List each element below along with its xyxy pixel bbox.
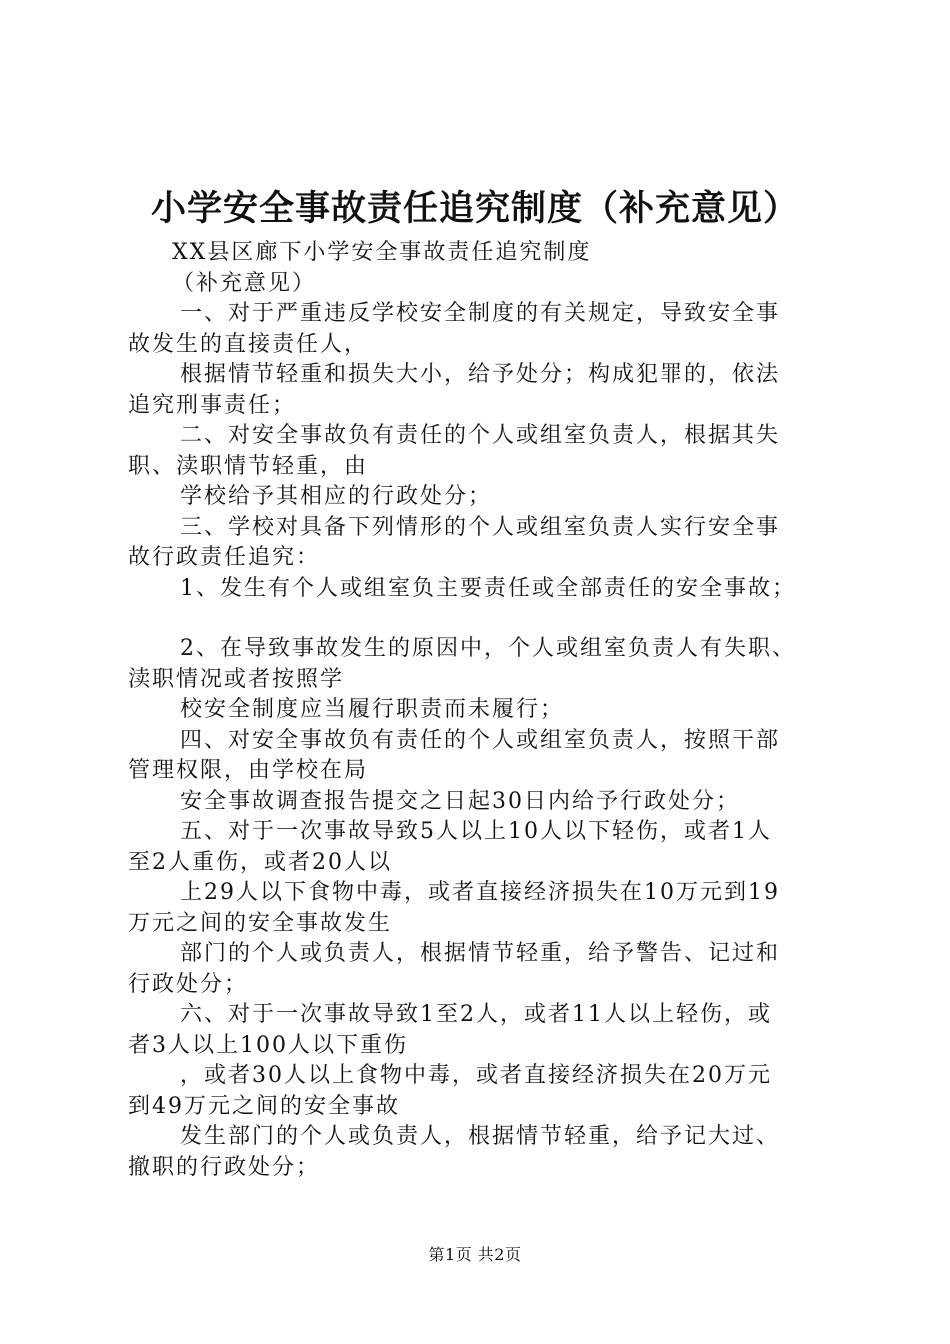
text-line: 职、渎职情节轻重，由 [128,453,369,479]
text-line: XX县区廊下小学安全事故责任追究制度 [172,240,592,265]
text-line: 三、学校对具备下列情形的个人或组室负责人实行安全事 [180,514,781,540]
text-line: 学校给予其相应的行政处分； [180,484,493,509]
document-body [128,238,832,1183]
page-number: 第1页 共2页 [428,1245,522,1264]
text-line: 追究刑事责任； [128,392,297,418]
text-line: 者3人以上100人以下重伤 [128,1032,408,1058]
text-line: 行政处分； [128,971,249,997]
text-line: ，或者30人以上食物中毒，或者直接经济损失在20万元 [180,1063,772,1088]
text-line: 二、对安全事故负有责任的个人或组室负责人，根据其失 [180,423,781,448]
text-line: 万元之间的安全事故发生 [128,910,393,936]
text-line: 校安全制度应当履行职责而未履行； [180,697,565,722]
text-line: 五、对于一次事故导致5人以上10人以下轻伤，或者1人 [180,819,772,844]
text-line: 发生部门的个人或负责人，根据情节轻重，给予记大过、 [180,1124,781,1149]
text-line: 到49万元之间的安全事故 [128,1093,400,1119]
text-line: 六、对于一次事故导致1至2人，或者11人以上轻伤，或 [180,1002,772,1027]
text-line: 上29人以下食物中毒，或者直接经济损失在10万元到19 [180,880,780,905]
text-line: 至2人重伤，或者20人以 [128,849,392,875]
text-line: 安全事故调查报告提交之日起30日内给予行政处分； [180,788,740,814]
text-line: 渎职情况或者按照学 [128,666,345,692]
text-line: 故行政责任追究： [128,545,321,570]
text-line: 1、发生有个人或组室负主要责任或全部责任的安全事故； [180,575,796,601]
text-line: 根据情节轻重和损失大小，给予处分；构成犯罪的，依法 [180,362,781,387]
text-line: 部门的个人或负责人，根据情节轻重，给予警告、记过和 [180,941,781,966]
document-title: 小学安全事故责任追究制度（补充意见） [150,188,799,229]
text-line: 撤职的行政处分； [128,1154,321,1180]
text-line: 管理权限，由学校在局 [128,758,369,783]
text-line: （补充意见） [172,270,317,296]
blank-line [128,604,832,634]
text-line: 2、在导致事故发生的原因中，个人或组室负责人有失职、 [180,636,796,661]
text-line: 一、对于严重违反学校安全制度的有关规定，导致安全事 [180,301,781,326]
text-line: 故发生的直接责任人， [128,331,369,357]
text-line: 四、对安全事故负有责任的个人或组室负责人，按照干部 [180,727,781,753]
